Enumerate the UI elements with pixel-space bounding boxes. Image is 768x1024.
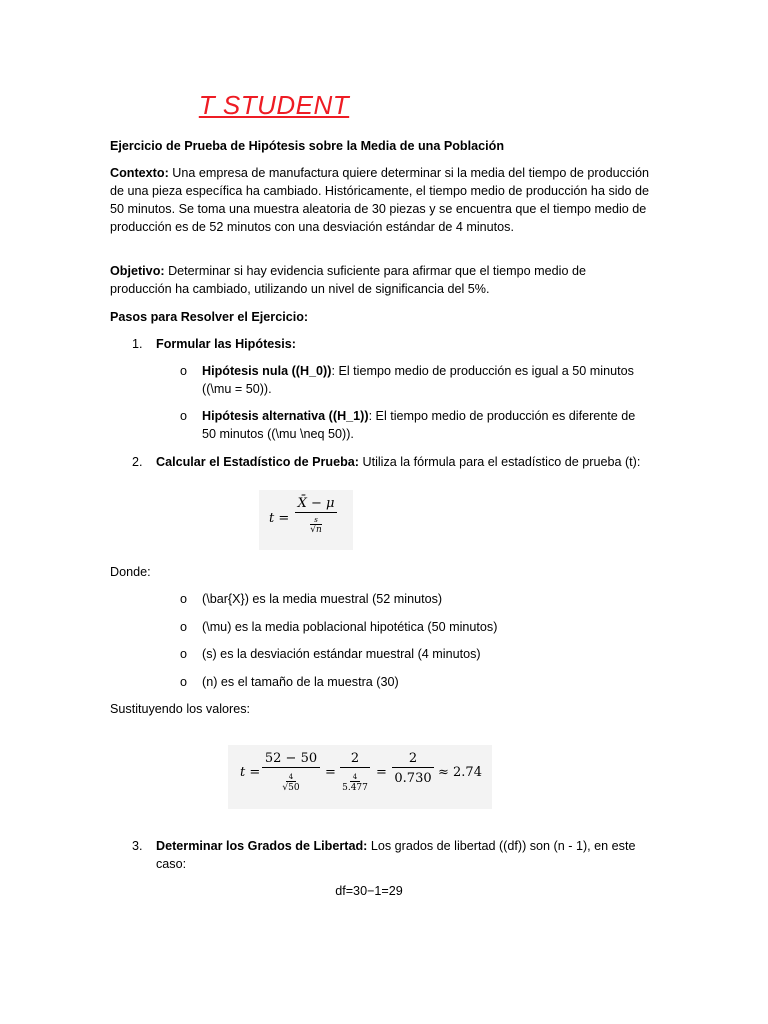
- t-value-substitution-formula: [228, 745, 492, 809]
- formula-numerator: X̄ − μ: [295, 496, 337, 513]
- step-2-text: [156, 453, 650, 471]
- document-title: T STUDENT: [198, 90, 350, 120]
- f1-den-num: 4: [286, 773, 296, 782]
- step-label: Calcular el Estadístico de Prueba:: [156, 455, 359, 469]
- step-number: 2.: [132, 455, 143, 469]
- f2-den-den: 5.477: [342, 783, 368, 793]
- objective-text: Determinar si hay evidencia suficiente para afirmar que el tiempo medio de producción ha cambiado, utilizando un nivel de significancia del 5%.: [110, 264, 586, 296]
- formula-lhs: t =: [240, 765, 261, 780]
- hypothesis-null-label: Hipótesis nula ((H_0)): [202, 364, 332, 378]
- bullet-icon: o: [180, 620, 188, 634]
- context-text: Una empresa de manufactura quiere determinar si la media del tiempo de producción de una pieza específica ha cambiado. Históricamente, el tiempo medio de producción ha sido de 50 minutos. Se toma una muestra aleatoria de 30 piezas y se encuentra que el tiempo medio de producción es de 52 minutos con una desviación estándar de 4 minutos.: [110, 166, 650, 234]
- hypothesis-alt-label: Hipótesis alternativa ((H_1)): [202, 409, 369, 423]
- hypothesis-alt-desc: : El tiempo medio de producción es diferente de 50 minutos ((\mu \neq 50)).: [202, 409, 636, 441]
- approx-result: ≈ 2.74: [438, 765, 482, 780]
- step-number: 3.: [132, 839, 143, 853]
- formula-den-num: s: [310, 516, 322, 525]
- step-label: Formular las Hipótesis:: [156, 337, 296, 351]
- f2-numerator: 2: [340, 751, 370, 768]
- step-number: 1.: [132, 337, 143, 351]
- bullet-icon: o: [180, 647, 188, 661]
- where-item-text: (\bar{X}) es la media muestral (52 minutos): [202, 592, 443, 606]
- t-statistic-formula: [259, 490, 353, 550]
- step-3-text: [156, 837, 650, 873]
- bullet-icon: o: [180, 409, 188, 423]
- degrees-of-freedom-result: df=30−1=29: [335, 884, 403, 898]
- where-label: Donde:: [110, 565, 151, 579]
- f3-numerator: 2: [392, 751, 434, 768]
- hypothesis-alt-text: [202, 407, 652, 443]
- bullet-icon: o: [180, 364, 188, 378]
- f1-numerator: 52 − 50: [262, 751, 320, 768]
- f1-den-den: √50: [282, 783, 300, 793]
- steps-heading: Pasos para Resolver el Ejercicio:: [110, 310, 309, 324]
- context-label: Contexto:: [110, 166, 169, 180]
- equals-sign: =: [325, 765, 336, 780]
- objective-label: Objetivo:: [110, 264, 165, 278]
- step-desc: Utiliza la fórmula para el estadístico de prueba (t):: [358, 455, 641, 469]
- hypothesis-null-desc: : El tiempo medio de producción es igual a 50 minutos ((\mu = 50)).: [202, 364, 634, 396]
- where-item-text: (s) es la desviación estándar muestral (4 minutos): [202, 647, 481, 661]
- where-item-text: (\mu) es la media poblacional hipotética (50 minutos): [202, 620, 498, 634]
- where-item-text: (n) es el tamaño de la muestra (30): [202, 675, 399, 689]
- f2-den-num: 4: [350, 773, 360, 782]
- f3-denominator: 0.730: [394, 771, 432, 786]
- step-label: Determinar los Grados de Libertad:: [156, 839, 368, 853]
- bullet-icon: o: [180, 592, 188, 606]
- exercise-heading: Ejercicio de Prueba de Hipótesis sobre la Media de una Población: [110, 139, 505, 153]
- equals-sign: =: [376, 765, 387, 780]
- context-paragraph: [110, 164, 650, 236]
- hypothesis-null-text: [202, 362, 652, 398]
- objective-paragraph: [110, 262, 650, 298]
- formula-den-den: √n: [310, 525, 322, 535]
- step-desc: Los grados de libertad ((df)) son (n - 1), en este caso:: [156, 839, 636, 871]
- substituting-label: Sustituyendo los valores:: [110, 702, 251, 716]
- formula-lhs: t =: [269, 511, 290, 526]
- bullet-icon: o: [180, 675, 188, 689]
